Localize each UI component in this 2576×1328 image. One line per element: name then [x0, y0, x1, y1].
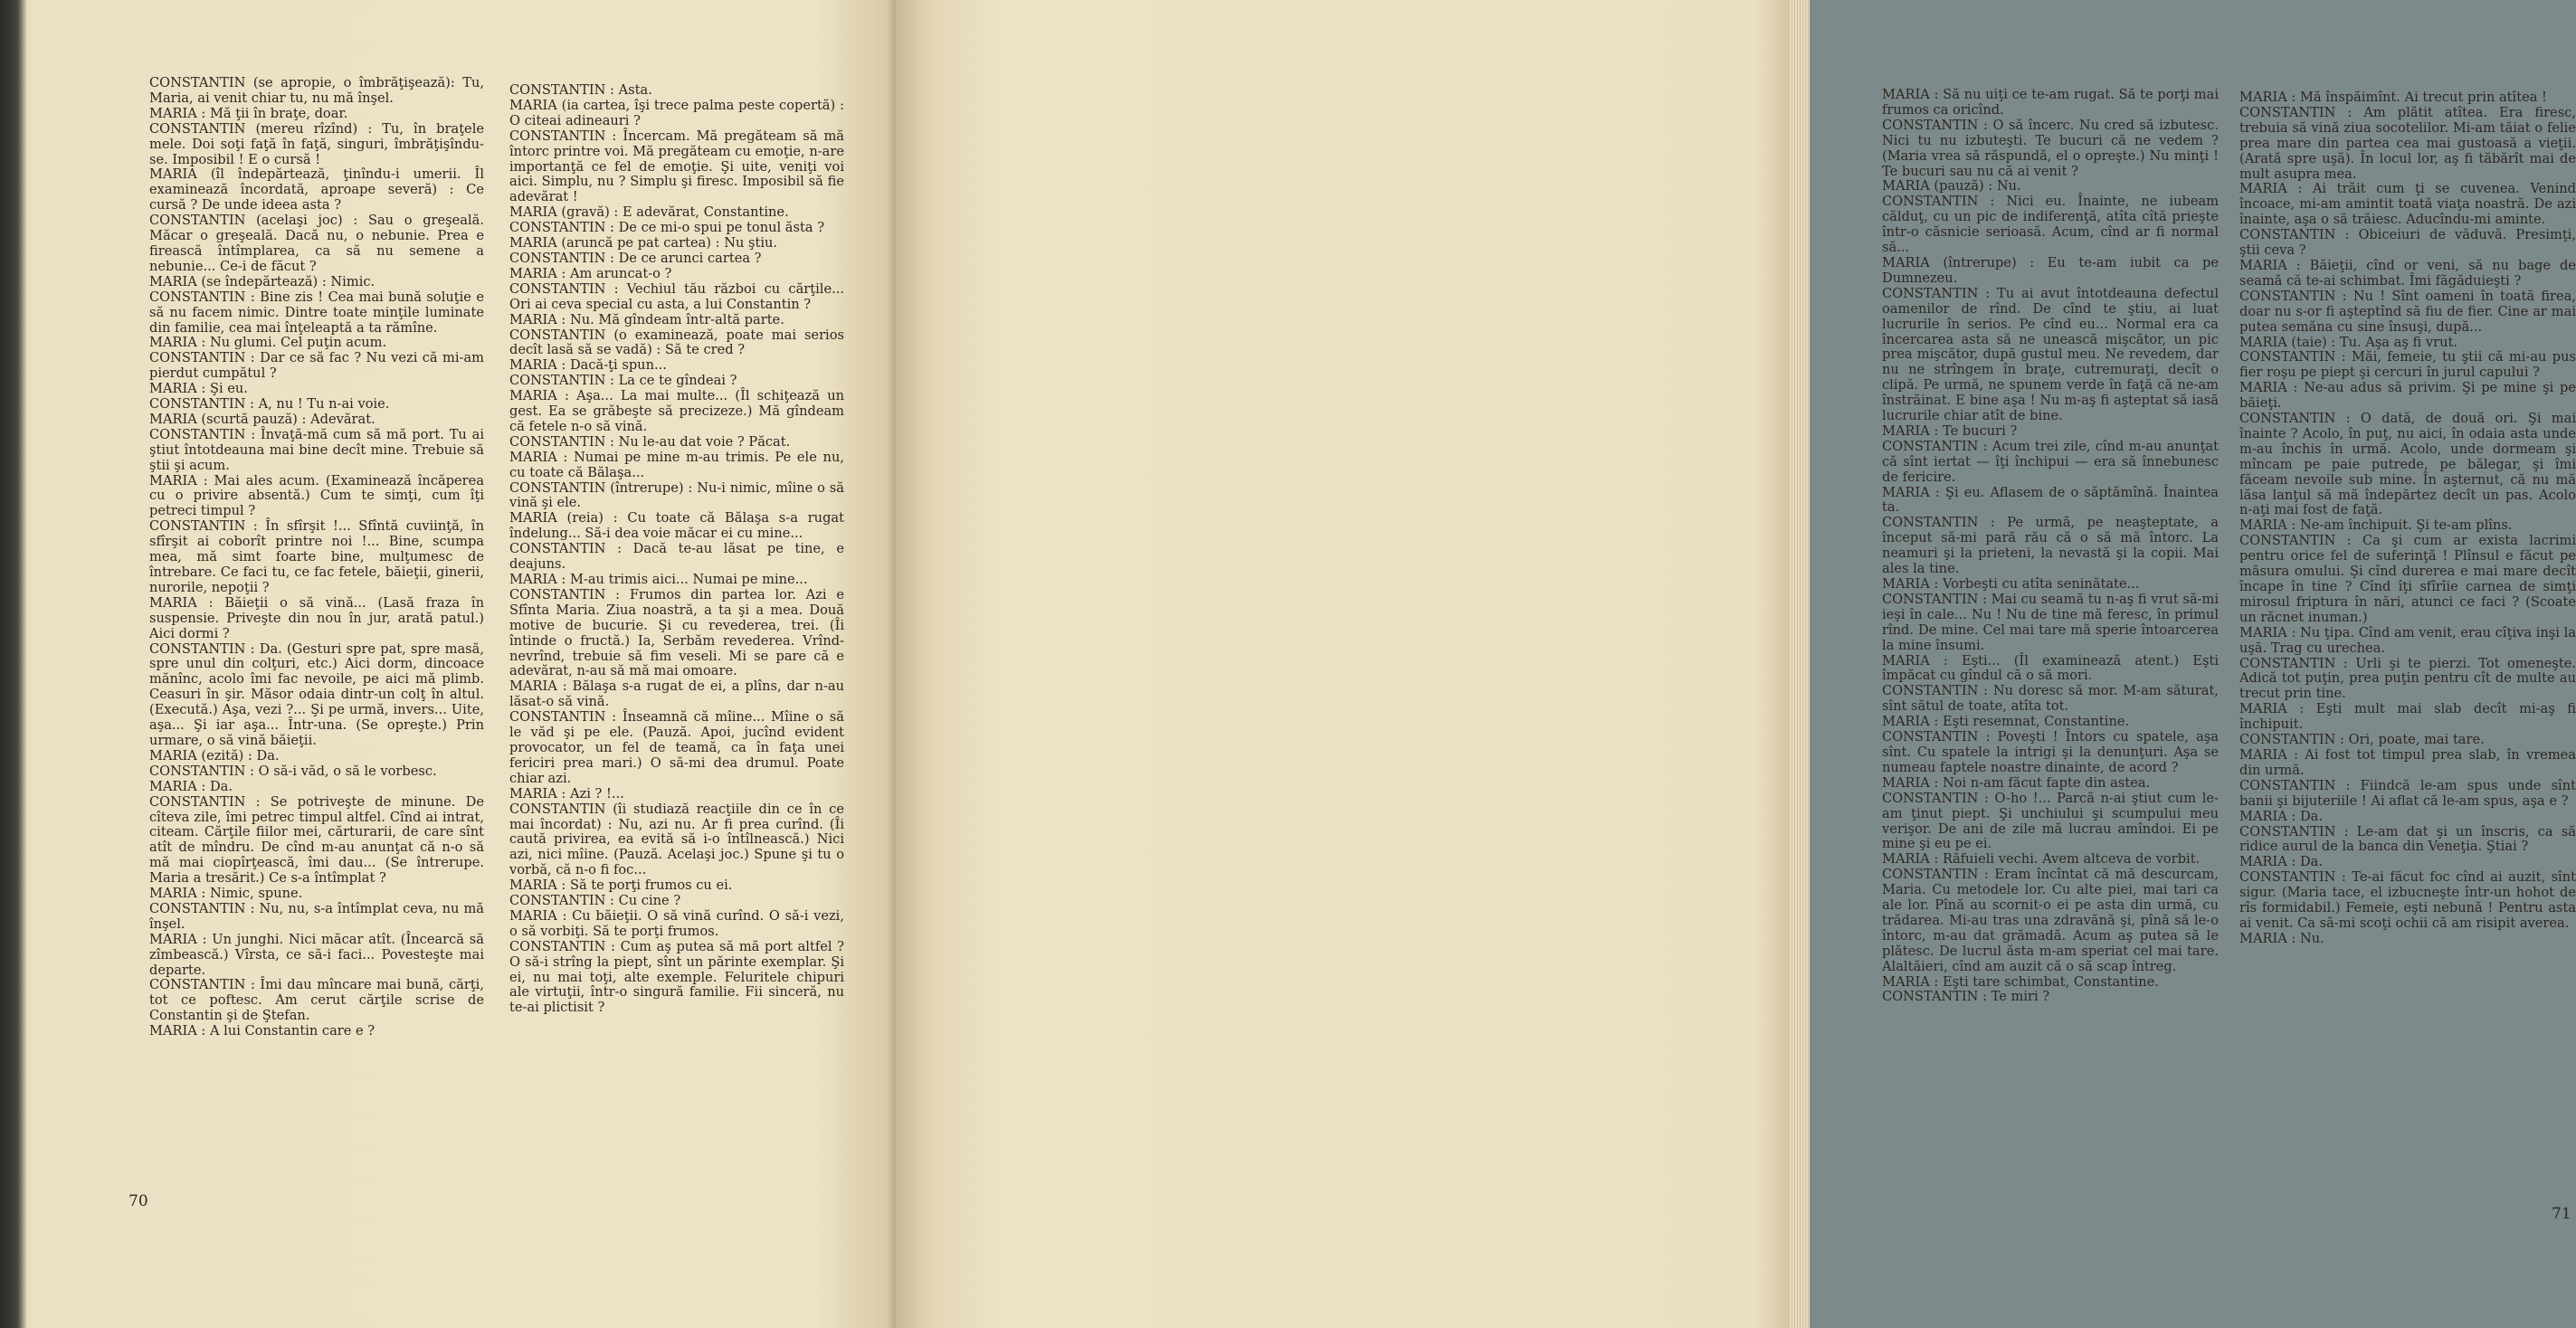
dialogue-line: MARIA : Băieţii o să vină... (Lasă fraza în suspensie. Priveşte din nou în jur, arată patul.) Aici dormi ?: [149, 594, 484, 641]
dialogue-line: CONSTANTIN : Cum aş putea să mă port altfel ? O să-i strîng la piept, sînt un părinte exemplar. Şi ei, nu mai toţi, alte exemple. Feluritele chipuri ale virtuţii, într-o singură familie. Fii sinceră, nu te-ai plictisit ?: [509, 938, 844, 1016]
dialogue-line: MARIA : Da.: [2239, 854, 2324, 870]
dialogue-line: CONSTANTIN : Acum trei zile, cînd m-au anunţat că sînt iertat — îţi închipui — era să înnebunesc de fericire.: [1882, 438, 2219, 485]
dialogue-line: CONSTANTIN : A, nu ! Tu n-ai voie.: [149, 396, 390, 413]
dialogue-line: MARIA (ezită) : Da.: [149, 747, 280, 764]
dialogue-line: CONSTANTIN (se apropie, o îmbrăţişează): Tu, Maria, ai venit chiar tu, nu mă înşel.: [149, 75, 484, 106]
dialogue-line: MARIA : Ai fost tot timpul prea slab, în vremea din urmă.: [2239, 746, 2576, 778]
dialogue-line: MARIA : Mă ţii în braţe, doar.: [149, 105, 348, 121]
dialogue-line: CONSTANTIN : Urli şi te pierzi. Tot omeneşte. Adică tot puţin, prea puţin pentru cît de multe au trecut prin tine.: [2239, 655, 2576, 702]
left-page: [0, 0, 896, 1328]
dialogue-line: CONSTANTIN (mereu rîzînd) : Tu, în braţele mele. Doi soţi faţă în faţă, singuri, îmbrăţişîndu-se. Imposibil ! E o cursă !: [149, 120, 484, 167]
dialogue-line: CONSTANTIN : Măi, femeie, tu ştii că mi-au pus fier roşu pe piept şi cercuri în jurul capului ?: [2239, 349, 2576, 381]
dialogue-line: MARIA : Eşti tare schimbat, Constantine.: [1882, 973, 2159, 990]
dialogue-line: CONSTANTIN : Dar ce să fac ? Nu vezi că mi-am pierdut cumpătul ?: [149, 350, 484, 382]
text-column-2: [509, 83, 844, 1016]
dialogue-line: CONSTANTIN : Tu ai avut întotdeauna defectul oamenilor de rînd. De cînd te ştiu, ai luat lucrurile în serios. Pe cînd eu... Normal era ca încercarea asta să ne unească mişcător, un pic prea mişcător, după gustul meu. Ne revedem, dar nu ne strîngem în braţe, cutremuraţi, decît o clipă. Pe urmă, ne spunem verde în faţă că ne-am înstrăinat. E bine aşa ! Nu m-aş fi aşteptat să iasă lucrurile chiar atît de bine.: [1882, 285, 2219, 424]
dialogue-line: CONSTANTIN : Nici eu. Înainte, ne iubeam călduţ, cu un pic de indiferenţă, atîta cîtă prieşte într-o căsnicie serioasă. Acum, cînd ar fi normal să...: [1882, 194, 2219, 256]
dialogue-line: CONSTANTIN : La ce te gîndeai ?: [509, 373, 737, 389]
dialogue-line: MARIA (aruncă pe pat cartea) : Nu ştiu.: [509, 235, 778, 251]
dialogue-line: MARIA : M-au trimis aici... Numai pe mine...: [509, 572, 808, 587]
dialogue-line: CONSTANTIN : Învaţă-mă cum să mă port. Tu ai ştiut întotdeauna mai bine decît mine. Trebuie să ştii şi acum.: [149, 426, 484, 473]
dialogue-line: CONSTANTIN : Obiceiuri de văduvă. Presimţi, ştii ceva ?: [2239, 227, 2576, 259]
dialogue-line: CONSTANTIN : Bine zis ! Cea mai bună soluţie e să nu facem nimic. Dintre toate minţile luminate din familie, cea mai înţeleaptă a ta rămîne.: [149, 289, 484, 336]
dialogue-line: MARIA : Ne-am închipuit. Şi te-am plîns.: [2239, 517, 2513, 534]
dialogue-line: MARIA (taie) : Tu. Aşa aş fi vrut.: [2239, 334, 2457, 350]
dialogue-line: MARIA : Ai trăit cum ţi se cuvenea. Venind încoace, mi-am amintit toată viaţa noastră. De azi înainte, aşa o să trăiesc. Aducîndu-mi aminte.: [2239, 181, 2576, 228]
book-spine-edge: [0, 0, 34, 1328]
dialogue-line: MARIA : Da.: [149, 778, 233, 794]
page-stack-edge: [1790, 0, 1810, 1328]
dialogue-line: CONSTANTIN : Nu doresc să mor. M-am săturat, sînt sătul de toate, atîta tot.: [1882, 683, 2219, 715]
dialogue-line: CONSTANTIN : Nu, nu, s-a întîmplat ceva, nu mă înşel.: [149, 900, 484, 932]
dialogue-line: MARIA : Te bucuri ?: [1882, 422, 2018, 439]
dialogue-line: MARIA (gravă) : E adevărat, Constantine.: [509, 204, 789, 221]
dialogue-line: MARIA : Mă înspăimînt. Ai trecut prin atîtea !: [2239, 90, 2547, 105]
dialogue-line: CONSTANTIN : O să-i văd, o să le vorbesc.: [149, 763, 437, 779]
dialogue-line: CONSTANTIN : Frumos din partea lor. Azi e Sfînta Maria. Ziua noastră, a ta şi a mea. Două motive de bucurie. Şi cu revederea, trei. (Îi întinde o fructă.) Ia, Serbăm revederea. Vrînd-nevrînd, trebuie să fim veseli. Mi se pare că e adevărat, n-au să mă mai omoare.: [509, 586, 844, 679]
dialogue-line: MARIA : Bălaşa s-a rugat de ei, a plîns, dar n-au lăsat-o să vină.: [509, 678, 844, 710]
dialogue-line: MARIA (întrerupe) : Eu te-am iubit ca pe Dumnezeu.: [1882, 254, 2219, 286]
dialogue-line: MARIA : Mai ales acum. (Examinează încăperea cu o privire absentă.) Cum te simţi, cum îţi petreci timpul ?: [149, 472, 484, 519]
dialogue-line: MARIA (se îndepărtează) : Nimic.: [149, 273, 375, 289]
text-column-3: [1882, 88, 2219, 1005]
dialogue-line: CONSTANTIN : Pe urmă, pe neaşteptate, a început să-mi pară rău că o să mă întorc. La neamuri şi la prieteni, la nevastă şi la copii. Mai ales la tine.: [1882, 515, 2219, 577]
dialogue-line: CONSTANTIN : Te-ai făcut foc cînd ai auzit, sînt sigur. (Maria tace, el izbucneşte într-un hohot de rîs formidabil.) Femeie, eşti nebună ! Pentru asta ai venit. Ca să-mi scoţi ochii că am risipit averea.: [2239, 869, 2576, 931]
dialogue-line: CONSTANTIN : Vechiul tău război cu cărţile... Ori ai ceva special cu asta, a lui Constantin ?: [509, 280, 844, 312]
dialogue-line: MARIA : Numai pe mine m-au trimis. Pe ele nu, cu toate că Bălaşa...: [509, 449, 844, 480]
dialogue-line: MARIA : Nu ţipa. Cînd am venit, erau cîţiva inşi la uşă. Trag cu urechea.: [2239, 624, 2576, 656]
dialogue-line: MARIA : Şi eu. Aflasem de o săptămînă. Înaintea ta.: [1882, 484, 2219, 516]
dialogue-line: CONSTANTIN (întrerupe) : Nu-i nimic, mîine o să vină şi ele.: [509, 479, 844, 511]
dialogue-line: MARIA : Cu băieţii. O să vină curînd. O să-i vezi, o să vorbiţi. Să te porţi frumos.: [509, 907, 844, 939]
dialogue-line: CONSTANTIN : O-ho !... Parcă n-ai ştiut cum le-am ţinut piept. Şi unchiului şi scumpului meu verişor. De ani de zile mă lucrau amîndoi. Ei pe mine şi eu pe ei.: [1882, 790, 2219, 852]
dialogue-line: MARIA : Răfuieli vechi. Avem altceva de vorbit.: [1882, 851, 2201, 868]
dialogue-line: MARIA (scurtă pauză) : Adevărat.: [149, 411, 375, 427]
dialogue-line: MARIA : Dacă-ţi spun...: [509, 357, 667, 374]
dialogue-line: MARIA : Să te porţi frumos cu ei.: [509, 877, 733, 894]
dialogue-line: MARIA : Nu. Mă gîndeam într-altă parte.: [509, 311, 784, 327]
dialogue-line: CONSTANTIN : În sfîrşit !... Sfîntă cuviinţă, în sfîrşit ai coborît printre noi !... Bine, scumpa mea, mă simt foarte bine, mulţumesc de întrebare. Ce faci tu, ce fac fetele, băieţii, ginerii, nurorile, nepoţii ?: [149, 518, 484, 595]
page-number-right: 71: [2552, 1205, 2571, 1223]
dialogue-line: MARIA : Ne-au adus să privim. Şi pe mine şi pe băieţi.: [2239, 380, 2576, 412]
dialogue-line: MARIA : Azi ? !...: [509, 785, 624, 802]
dialogue-line: CONSTANTIN : Nu le-au dat voie ? Păcat.: [509, 433, 791, 450]
dialogue-line: CONSTANTIN : Te miri ?: [1882, 989, 2050, 1005]
dialogue-line: MARIA : Un junghi. Nici măcar atît. (Încearcă să zîmbească.) Vîrsta, ce să-i faci... Povesteşte mai departe.: [149, 931, 484, 978]
dialogue-line: MARIA : Să nu uiţi ce te-am rugat. Să te porţi mai frumos ca oricînd.: [1882, 87, 2219, 118]
dialogue-line: CONSTANTIN : Cu cine ?: [509, 893, 681, 909]
dialogue-line: MARIA : Eşti resemnat, Constantine.: [1882, 714, 2130, 730]
dialogue-line: CONSTANTIN : Mai cu seamă tu n-aş fi vrut să-mi ieşi în cale... Nu ! Nu de tine mă feresc, în primul rînd. De mine. Cel mai tare mă sperie întoarcerea la mine însumi.: [1882, 591, 2219, 653]
dialogue-line: MARIA : Vorbeşti cu atîta seninătate...: [1882, 576, 2140, 592]
dialogue-line: CONSTANTIN : Le-am dat şi un înscris, ca să ridice aurul de la banca din Veneţia. Ştiai ?: [2239, 823, 2576, 855]
dialogue-line: CONSTANTIN : De ce mi-o spui pe tonul ăsta ?: [509, 220, 825, 236]
text-column-1: [149, 76, 484, 1039]
dialogue-line: MARIA : Nu.: [2239, 930, 2324, 946]
page-number-left: 70: [128, 1192, 148, 1210]
dialogue-line: CONSTANTIN : Am plătit atîtea. Era firesc, trebuia să vină ziua socotelilor. Mi-am tăiat o felie prea mare din partea cea mai gustoasă a vieţii. (Arată spre uşă). În locul lor, aş fi tăbărît mai de mult asupra mea.: [2239, 104, 2576, 182]
dialogue-line: CONSTANTIN : Nu ! Sînt oameni în toată firea, doar nu s-or fi aşteptînd să fiu de fier. Cine ar mai putea semăna cu sine însuşi, după...: [2239, 288, 2576, 335]
dialogue-line: CONSTANTIN : Ori, poate, mai tare.: [2239, 732, 2485, 748]
dialogue-line: MARIA (îl îndepărtează, ţinîndu-i umerii. Îl examinează încordată, aproape severă) : Ce cursă ? De unde ideea asta ?: [149, 166, 484, 213]
dialogue-line: MARIA : Băieţii, cînd or veni, să nu bage de seamă că te-ai schimbat. Îmi făgăduieşti ?: [2239, 257, 2576, 289]
dialogue-line: CONSTANTIN : O dată, de două ori. Şi mai înainte ? Acolo, în puţ, nu aici, în odaia asta unde m-au închis în urmă. Acolo, unde dormeam şi mîncam pe paie putrede, pe bălegar, şi îmi făceam nevoile sub mine. În aşternut, că nu mă lăsa lanţul să mă îndepărtez decît un pas. Acolo n-aţi mai fost de faţă.: [2239, 411, 2576, 518]
dialogue-line: MARIA : Eşti mult mai slab decît mi-aş fi închipuit.: [2239, 701, 2576, 733]
dialogue-line: MARIA : Eşti... (Îl examinează atent.) Eşti împăcat cu gîndul că o să mori.: [1882, 652, 2219, 684]
dialogue-line: CONSTANTIN : Poveşti ! Întors cu spatele, aşa sînt. Cu spatele la intrigi şi la denunţuri. Aşa se numeau faptele noastre dinainte, de acord ?: [1882, 729, 2219, 775]
dialogue-line: MARIA : Am aruncat-o ?: [509, 265, 672, 281]
dialogue-line: CONSTANTIN : Da. (Gesturi spre pat, spre masă, spre unul din colţuri, etc.) Aici dorm, dincoace mănînc, acolo îmi fac nevoile, pe aici mă plimb. Ceasuri în şir. Măsor odaia dintr-un colţ în altul. (Execută.) Aşa, vezi ?... Şi pe urmă, invers... Uite, aşa... Şi iar aşa... Într-una. (Se opreşte.) Prin urmare, o să vină băieţii.: [149, 640, 484, 748]
dialogue-line: CONSTANTIN (îi studiază reacţiile din ce în ce mai încordat) : Nu, azi nu. Ar fi prea curînd. (Îi caută privirea, ea evită să i-o întîlnească.) Nici azi, nici mîine. (Pauză. Acelaşi joc.) Spune şi tu o vorbă, că n-o fi foc...: [509, 801, 844, 878]
dialogue-line: MARIA : Nu glumi. Cel puţin acum.: [149, 335, 387, 351]
dialogue-line: MARIA (reia) : Cu toate că Bălaşa s-a rugat îndelung... Să-i dea voie măcar ei cu mine...: [509, 510, 844, 542]
dialogue-line: CONSTANTIN : Eram încîntat că mă descurcam, Maria. Cu metodele lor. Cu alte piei, mai tari ca ale lor. Pînă au scornit-o ei pe asta din urmă, cu trădarea. Mi-au tras una zdravănă şi, pînă să le-o întorc, m-au dat grămadă. Acum aş putea să le plătesc. De lucrul ăsta m-am speriat cel mai tare. Alaltăieri, cînd am auzit că o să scap întreg.: [1882, 867, 2219, 974]
dialogue-line: MARIA (pauză) : Nu.: [1882, 178, 2021, 194]
dialogue-line: MARIA : Noi n-am făcut fapte din astea.: [1882, 774, 2151, 791]
text-column-4: [2239, 90, 2576, 947]
dialogue-line: CONSTANTIN : Asta.: [509, 82, 652, 98]
dialogue-line: MARIA : Aşa... La mai multe... (Îl schiţează un gest. Ea se grăbeşte să precizeze.) Mă gîndeam că fetele n-o să vină.: [509, 388, 844, 434]
dialogue-line: CONSTANTIN : O să încerc. Nu cred să izbutesc. Nici tu nu izbuteşti. Te bucuri că ne vedem ? (Maria vrea să răspundă, el o opreşte.) Nu minţi ! Te bucuri sau nu că ai venit ?: [1882, 117, 2219, 179]
dialogue-line: CONSTANTIN : Ca şi cum ar exista lacrimi pentru orice fel de suferinţă ! Plînsul e făcut pe măsura omului. Şi cînd durerea e mai mare decît încape în tine ? Cînd îţi sfîrîie carnea de simţi mirosul friptura în nări, atunci ce faci ? (Scoate un răcnet inuman.): [2239, 533, 2576, 625]
dialogue-line: CONSTANTIN : Înseamnă că mîine... Mîine o să le văd şi pe ele. (Pauză. Apoi, jucînd evident provocator, un fel de teamă, ca în faţa unei fericiri prea mari.) O să-mi dea drumul. Poate chiar azi.: [509, 709, 844, 786]
dialogue-line: CONSTANTIN : Dacă te-au lăsat pe tine, e deajuns.: [509, 541, 844, 573]
dialogue-line: CONSTANTIN : Încercam. Mă pregăteam să mă întorc printre voi. Mă pregăteam cu emoţie, n-are importanţă ce fel de emoţie. Şi uite, veniţi voi aici. Simplu, nu ? Simplu şi firesc. Imposibil să fie adevărat !: [509, 128, 844, 205]
dialogue-line: CONSTANTIN : Se potriveşte de minune. De cîteva zile, îmi petrec timpul altfel. Cînd ai intrat, citeam. Cărţile fiilor mei, cărturarii, de care sînt atît de mîndru. De cînd m-au anunţat că n-o să mă mai ciopîrţească, îmi dau... (Se întrerupe. Maria a tresărit.) Ce s-a întîmplat ?: [149, 793, 484, 887]
dialogue-line: CONSTANTIN : De ce arunci cartea ?: [509, 250, 762, 266]
dialogue-line: CONSTANTIN (o examinează, poate mai serios decît lasă să se vadă) : Să te cred ?: [509, 327, 844, 358]
dialogue-line: CONSTANTIN (acelaşi joc) : Sau o greşeală. Măcar o greşeală. Dacă nu, o nebunie. Prea e firească întîmplarea, ca să nu semene a nebunie... Ce-i de făcut ?: [149, 213, 484, 274]
dialogue-line: MARIA : A lui Constantin care e ?: [149, 1023, 375, 1039]
dialogue-line: MARIA : Nimic, spune.: [149, 886, 303, 902]
right-page: [896, 0, 2576, 1328]
dialogue-line: MARIA (ia cartea, îşi trece palma peste copertă) : O citeai adineauri ?: [509, 97, 844, 128]
dialogue-line: MARIA : Şi eu.: [149, 381, 248, 397]
dialogue-line: CONSTANTIN : Îmi dau mîncare mai bună, cărţi, tot ce poftesc. Am cerut cărţile scrise de Constantin şi de Ştefan.: [149, 977, 484, 1024]
dialogue-line: CONSTANTIN : Fiindcă le-am spus unde sînt banii şi bijuteriile ! Ai aflat că le-am spus, aşa e ?: [2239, 777, 2576, 809]
dialogue-line: MARIA : Da.: [2239, 808, 2324, 824]
